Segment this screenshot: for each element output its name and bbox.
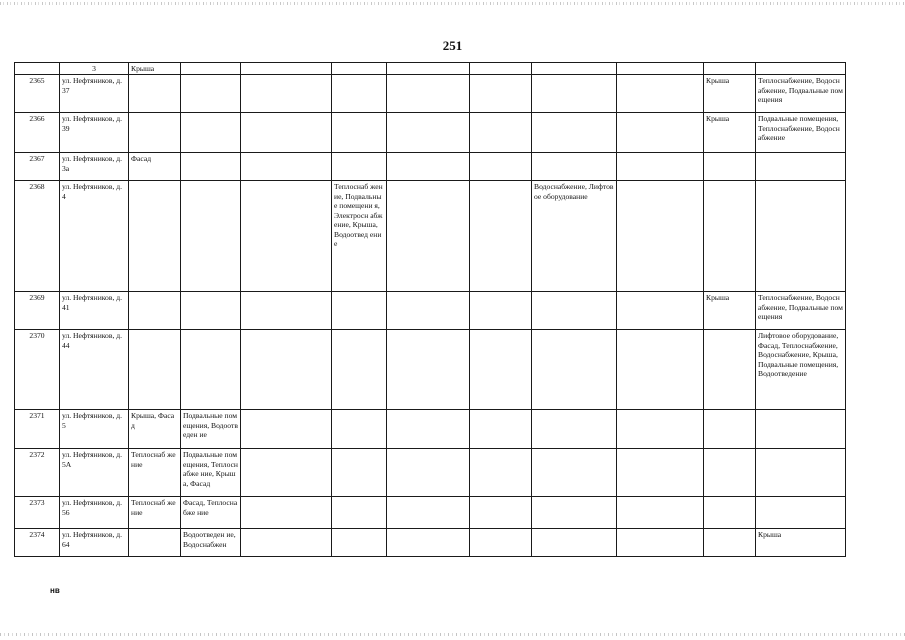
work-type-cell (704, 410, 756, 449)
table-row (15, 113, 846, 153)
work-type-cell (617, 153, 704, 181)
header-cell: 3 (60, 63, 129, 75)
header-cell (470, 63, 532, 75)
row-number-cell: 2370 (15, 330, 60, 410)
header-cell (617, 63, 704, 75)
work-type-cell: Крыша (704, 75, 756, 113)
work-type-cell (532, 153, 617, 181)
row-number-cell: 2373 (15, 497, 60, 529)
work-type-cell: Крыша (704, 113, 756, 153)
page-number: 251 (442, 38, 463, 53)
table-body (15, 63, 846, 557)
work-type-cell: Фасад (129, 153, 181, 181)
work-type-cell: Крыша (756, 529, 846, 557)
work-type-cell (129, 75, 181, 113)
header-cell (241, 63, 332, 75)
row-number-cell: 2369 (15, 292, 60, 330)
work-type-cell (241, 497, 332, 529)
work-type-cell: Водоотведен ие, Водоснабжен (181, 529, 241, 557)
work-type-cell (387, 292, 470, 330)
work-type-cell (241, 449, 332, 497)
work-type-cell (332, 529, 387, 557)
table-row (15, 330, 846, 410)
header-cell (756, 63, 846, 75)
work-type-cell (470, 292, 532, 330)
work-type-cell (387, 75, 470, 113)
work-type-cell (387, 449, 470, 497)
work-type-cell (332, 497, 387, 529)
buildings-table (14, 62, 846, 557)
work-type-cell (181, 153, 241, 181)
work-type-cell (129, 330, 181, 410)
work-type-cell (617, 75, 704, 113)
row-number-cell: 2372 (15, 449, 60, 497)
work-type-cell (470, 410, 532, 449)
work-type-cell (617, 410, 704, 449)
address-cell: ул. Нефтяников, д. 5 (60, 410, 129, 449)
work-type-cell (532, 410, 617, 449)
row-number-cell: 2368 (15, 181, 60, 292)
work-type-cell (387, 113, 470, 153)
header-cell: Крыша (129, 63, 181, 75)
work-type-cell: Водоснабжение, Лифтовое оборудование (532, 181, 617, 292)
header-cell (532, 63, 617, 75)
work-type-cell (617, 292, 704, 330)
address-cell: ул. Нефтяников, д. 41 (60, 292, 129, 330)
work-type-cell (617, 449, 704, 497)
work-type-cell: Теплоснабжение, Водоснабжение, Подвальные помещения (756, 75, 846, 113)
work-type-cell (532, 292, 617, 330)
work-type-cell (617, 181, 704, 292)
work-type-cell (241, 75, 332, 113)
work-type-cell (241, 529, 332, 557)
work-type-cell (181, 181, 241, 292)
work-type-cell (617, 330, 704, 410)
work-type-cell (532, 497, 617, 529)
work-type-cell (241, 113, 332, 153)
work-type-cell (387, 529, 470, 557)
work-type-cell: Крыша, Фасад (129, 410, 181, 449)
work-type-cell (241, 153, 332, 181)
work-type-cell: Теплоснаб жение (129, 449, 181, 497)
work-type-cell (470, 75, 532, 113)
work-type-cell: Лифтовое оборудование, Фасад, Теплоснабжение, Водоснабжение, Крыша, Подвальные помещения, Водоотведение (756, 330, 846, 410)
header-cell (15, 63, 60, 75)
work-type-cell (387, 330, 470, 410)
address-cell: ул. Нефтяников, д. 44 (60, 330, 129, 410)
work-type-cell (332, 449, 387, 497)
work-type-cell: Фасад, Теплоснабже ние (181, 497, 241, 529)
address-cell: ул. Нефтяников, д. 64 (60, 529, 129, 557)
address-cell: ул. Нефтяников, д. 56 (60, 497, 129, 529)
work-type-cell (470, 153, 532, 181)
work-type-cell (387, 410, 470, 449)
work-type-cell (241, 330, 332, 410)
work-type-cell: Подвальные помещения, Теплоснабже ние, Крыша, Фасад (181, 449, 241, 497)
work-type-cell (332, 292, 387, 330)
work-type-cell (532, 113, 617, 153)
row-number-cell: 2366 (15, 113, 60, 153)
work-type-cell (241, 410, 332, 449)
header-cell (332, 63, 387, 75)
work-type-cell (129, 292, 181, 330)
work-type-cell (129, 113, 181, 153)
work-type-cell (387, 181, 470, 292)
table-row (15, 181, 846, 292)
header-cell (704, 63, 756, 75)
table-row (15, 449, 846, 497)
work-type-cell (181, 292, 241, 330)
work-type-cell (704, 181, 756, 292)
work-type-cell (704, 497, 756, 529)
work-type-cell (532, 529, 617, 557)
work-type-cell: Теплоснаб жение, Подвальны е помещени я, Электросн абжение, Крыша, Водоотвед ение (332, 181, 387, 292)
work-type-cell (470, 330, 532, 410)
work-type-cell (181, 75, 241, 113)
header-row (15, 63, 846, 75)
work-type-cell (470, 113, 532, 153)
work-type-cell (332, 113, 387, 153)
table-row (15, 153, 846, 181)
work-type-cell (756, 181, 846, 292)
work-type-cell (387, 153, 470, 181)
header-cell (181, 63, 241, 75)
work-type-cell: Подвальные помещения, Теплоснабжение, Водоснабжение (756, 113, 846, 153)
table-row (15, 497, 846, 529)
work-type-cell (181, 330, 241, 410)
work-type-cell (129, 181, 181, 292)
row-number-cell: 2371 (15, 410, 60, 449)
work-type-cell (617, 113, 704, 153)
scan-artifact-bottom (0, 633, 905, 636)
work-type-cell (532, 75, 617, 113)
address-cell: ул. Нефтяников, д. 3а (60, 153, 129, 181)
work-type-cell: Крыша (704, 292, 756, 330)
work-type-cell (704, 153, 756, 181)
address-cell: ул. Нефтяников, д. 39 (60, 113, 129, 153)
header-cell (387, 63, 470, 75)
work-type-cell (332, 75, 387, 113)
work-type-cell (241, 292, 332, 330)
scan-artifact-top (0, 2, 905, 5)
work-type-cell (332, 153, 387, 181)
work-type-cell (617, 529, 704, 557)
work-type-cell (756, 153, 846, 181)
work-type-cell (704, 529, 756, 557)
work-type-cell (756, 410, 846, 449)
work-type-cell: Теплоснабжение, Водоснабжение, Подвальные помещения (756, 292, 846, 330)
table-row (15, 529, 846, 557)
work-type-cell (470, 497, 532, 529)
work-type-cell (756, 449, 846, 497)
work-type-cell (532, 449, 617, 497)
work-type-cell (181, 113, 241, 153)
work-type-cell (241, 181, 332, 292)
table-row (15, 75, 846, 113)
row-number-cell: 2374 (15, 529, 60, 557)
work-type-cell (704, 330, 756, 410)
work-type-cell (387, 497, 470, 529)
table-row (15, 292, 846, 330)
work-type-cell (470, 449, 532, 497)
work-type-cell (532, 330, 617, 410)
address-cell: ул. Нефтяников, д. 37 (60, 75, 129, 113)
work-type-cell: Теплоснаб жение (129, 497, 181, 529)
work-type-cell (332, 410, 387, 449)
work-type-cell (756, 497, 846, 529)
work-type-cell (470, 529, 532, 557)
work-type-cell: Подвальные помещения, Водоотведен ие (181, 410, 241, 449)
table-row (15, 410, 846, 449)
row-number-cell: 2365 (15, 75, 60, 113)
row-number-cell: 2367 (15, 153, 60, 181)
footer-mark: нв (50, 586, 60, 595)
work-type-cell (617, 497, 704, 529)
work-type-cell (332, 330, 387, 410)
work-type-cell (470, 181, 532, 292)
work-type-cell (129, 529, 181, 557)
address-cell: ул. Нефтяников, д. 4 (60, 181, 129, 292)
address-cell: ул. Нефтяников, д. 5А (60, 449, 129, 497)
work-type-cell (704, 449, 756, 497)
